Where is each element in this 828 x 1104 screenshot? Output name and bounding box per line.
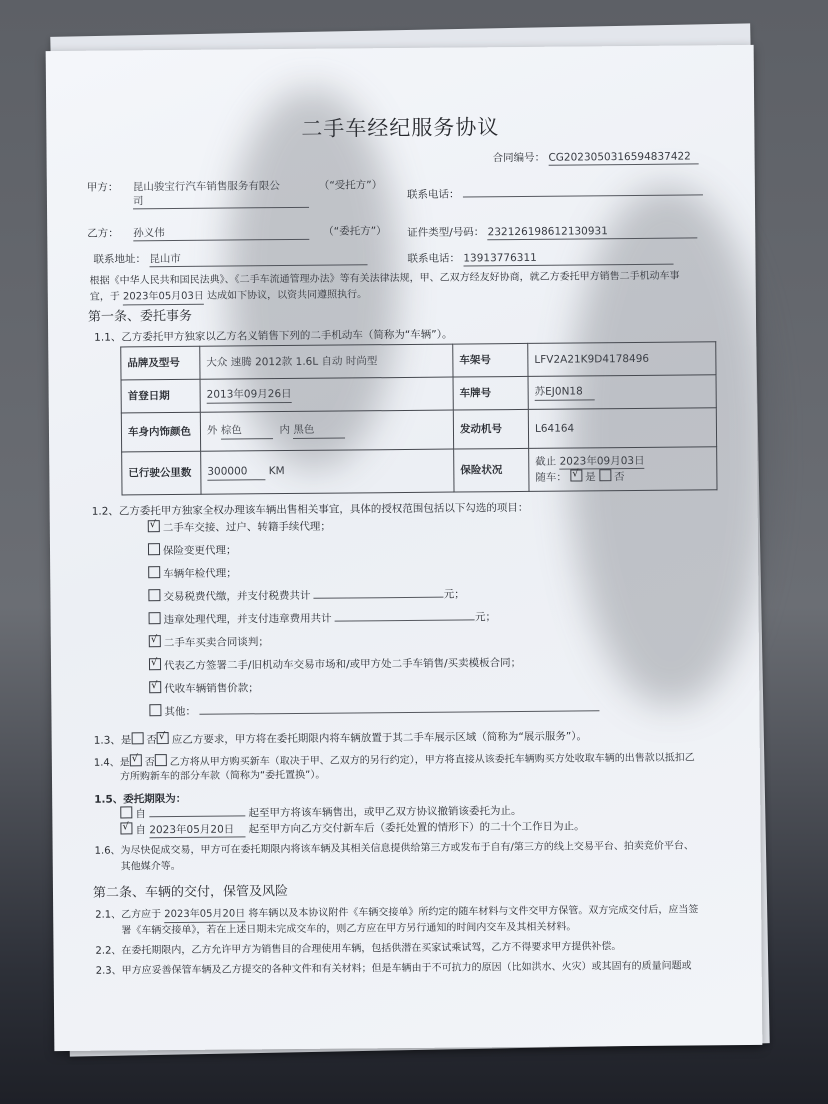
document-title: 二手车经纪服务协议 — [301, 115, 500, 141]
term-option-1: 自 起至甲方将该车辆售出，或甲乙双方协议撤销该委托为止。 — [120, 803, 521, 822]
party-a-label: 甲方： — [86, 181, 119, 194]
preamble-line-1: 根据《中华人民共和国民法典》、《二手车流通管理办法》等有关法律法规，甲、乙双方经友好协商，就乙方委托甲方销售二手机动车事 — [89, 270, 680, 287]
party-a-name: 昆山骏宝行汽车销售服务有限公 司 — [133, 179, 311, 210]
option-item[interactable]: 违章处理代理，并支付违章费用共计 元； — [149, 609, 496, 627]
clause-1-1: 1.1、乙方委托甲方独家以乙方名义销售下列的二手机动车（简称为“车辆”）。 — [94, 328, 453, 344]
checkbox-1-3-yes[interactable] — [131, 732, 143, 744]
option-item[interactable]: √代收车辆销售价款； — [149, 680, 259, 696]
checkbox-1-4-no[interactable] — [155, 754, 167, 766]
option-item[interactable]: 其他： — [149, 700, 599, 719]
clause-1-6: 1.6、为尽快促成交易，甲方可在委托期限内将该车辆及其相关信息提供给第三方或发布于自有/第三方的线上交易平台、拍卖竞价平台、 — [94, 840, 694, 857]
checkbox-option-8[interactable] — [149, 681, 161, 693]
checkbox-term-1[interactable] — [120, 806, 132, 818]
checkbox-insurance-no[interactable] — [599, 469, 611, 481]
checkbox-1-4-yes[interactable] — [130, 754, 142, 766]
party-b-label: 乙方： — [87, 227, 119, 240]
term-option-2: √自 2023年05月20日 起至甲方向乙方交付新车后（委托处置的情形下）的二十个工作日为止。 — [120, 818, 584, 838]
clause-2-1: 2.1、乙方应于 2023年05月20日 将车辆以及本协议附件《车辆交接单》所约定的随车材料与文件交甲方保管。双方完成交付后，应当签 — [95, 904, 699, 921]
clause-1-5-title: 1.5、委托期限为： — [94, 792, 187, 806]
party-a-phone: 联系电话： — [407, 185, 703, 202]
table-row: 品牌及型号 大众 速腾 2012款 1.6L 自动 时尚型 车架号 LFV2A21K9D4178496 — [121, 342, 716, 380]
clause-1-4: 1.4、是√ 否 乙方将从甲方购买新车（取决于甲、乙双方的另行约定），甲方将直接从该委托车辆购买方处收取车辆的出售款以抵扣乙 — [94, 749, 695, 770]
option-item[interactable]: 保险变更代理； — [148, 542, 237, 558]
clause-1-2: 1.2、乙方委托甲方独家全权办理该车辆出售相关事宜，具体的授权范围包括以下勾选的项目： — [91, 501, 529, 518]
option-item[interactable]: 交易税费代缴，并支付税费共计 元； — [148, 586, 464, 604]
checkbox-insurance-yes[interactable] — [570, 469, 582, 481]
party-b-name: 孙义伟 — [133, 225, 309, 242]
clause-1-4-line-2: 方所购新车的部分车款（简称为“委托置换”）。 — [119, 769, 326, 783]
clause-1-3: 1.3、是 否√ 应乙方要求，甲方将在委托期限内将车辆放置于其二手车展示区域（简称为“展示服务”）。 — [94, 728, 587, 747]
checkbox-option-9[interactable] — [149, 704, 161, 716]
option-item[interactable]: √二手车交接、过户、转籍手续代理； — [148, 519, 331, 536]
table-row: 首登日期 2013年09月26日 车牌号 苏EJ0N18 — [121, 375, 716, 413]
preamble-line-2: 宜，于 2023年05月03日 达成如下协议，以资共同遵照执行。 — [90, 288, 367, 305]
checkbox-option-3[interactable] — [148, 566, 160, 578]
checkbox-option-2[interactable] — [148, 543, 160, 555]
table-row: 车身内饰颜色 外 棕色 内 黑色 发动机号 L64164 — [121, 408, 716, 452]
checkbox-1-3-no[interactable] — [157, 732, 169, 744]
clause-2-3: 2.3、甲方应妥善保管车辆及乙方提交的各种文件和有关材料；但是车辆由于不可抗力的原因（比如洪水、火灾）或其固有的质量问题或 — [95, 960, 692, 977]
clause-2-1-line-2: 署《车辆交接单》，若在上述日期未完成交车的，则乙方应在甲方另行通知的时间内交车及其相关材料。 — [121, 921, 577, 937]
contract-page — [46, 45, 763, 1051]
checkbox-option-5[interactable] — [149, 612, 161, 624]
table-row: 已行驶公里数 300000 KM 保险状况 截止 2023年09月03日 随车： √ 是 否 — [122, 447, 717, 495]
party-a-role: （“受托方”） — [318, 179, 383, 192]
section-2-title: 第二条、车辆的交付，保管及风险 — [92, 884, 289, 901]
clause-2-2: 2.2、在委托期限内，乙方允许甲方为销售目的合理使用车辆，包括供潜在买家试乘试驾，乙方不得要求甲方提供补偿。 — [95, 941, 622, 957]
clause-1-6-line-2: 其他媒介等。 — [120, 860, 181, 873]
option-item[interactable]: 车辆年检代理； — [148, 565, 237, 581]
contract-number: 合同编号： CG2023050316594837422 — [493, 149, 699, 166]
party-b-role: （“委托方”） — [323, 225, 387, 238]
checkbox-option-7[interactable] — [149, 658, 161, 670]
vehicle-info-table — [120, 341, 717, 495]
section-1-title: 第一条、委托事务 — [87, 308, 193, 325]
address-line: 联系地址： 昆山市 — [93, 250, 367, 268]
option-item[interactable]: √代表乙方签署二手/旧机动车交易市场和/或甲方处二手车销售/买卖模板合同； — [149, 655, 521, 673]
checkbox-option-4[interactable] — [148, 589, 160, 601]
checkbox-option-6[interactable] — [149, 635, 161, 647]
party-b-id: 证件类型/号码： 232126198612130931 — [407, 223, 698, 241]
checkbox-option-1[interactable] — [148, 520, 160, 532]
party-b-phone: 联系电话： 13913776311 — [407, 250, 673, 267]
option-item[interactable]: √二手车买卖合同谈判； — [149, 634, 269, 650]
checkbox-term-2[interactable] — [120, 822, 132, 834]
